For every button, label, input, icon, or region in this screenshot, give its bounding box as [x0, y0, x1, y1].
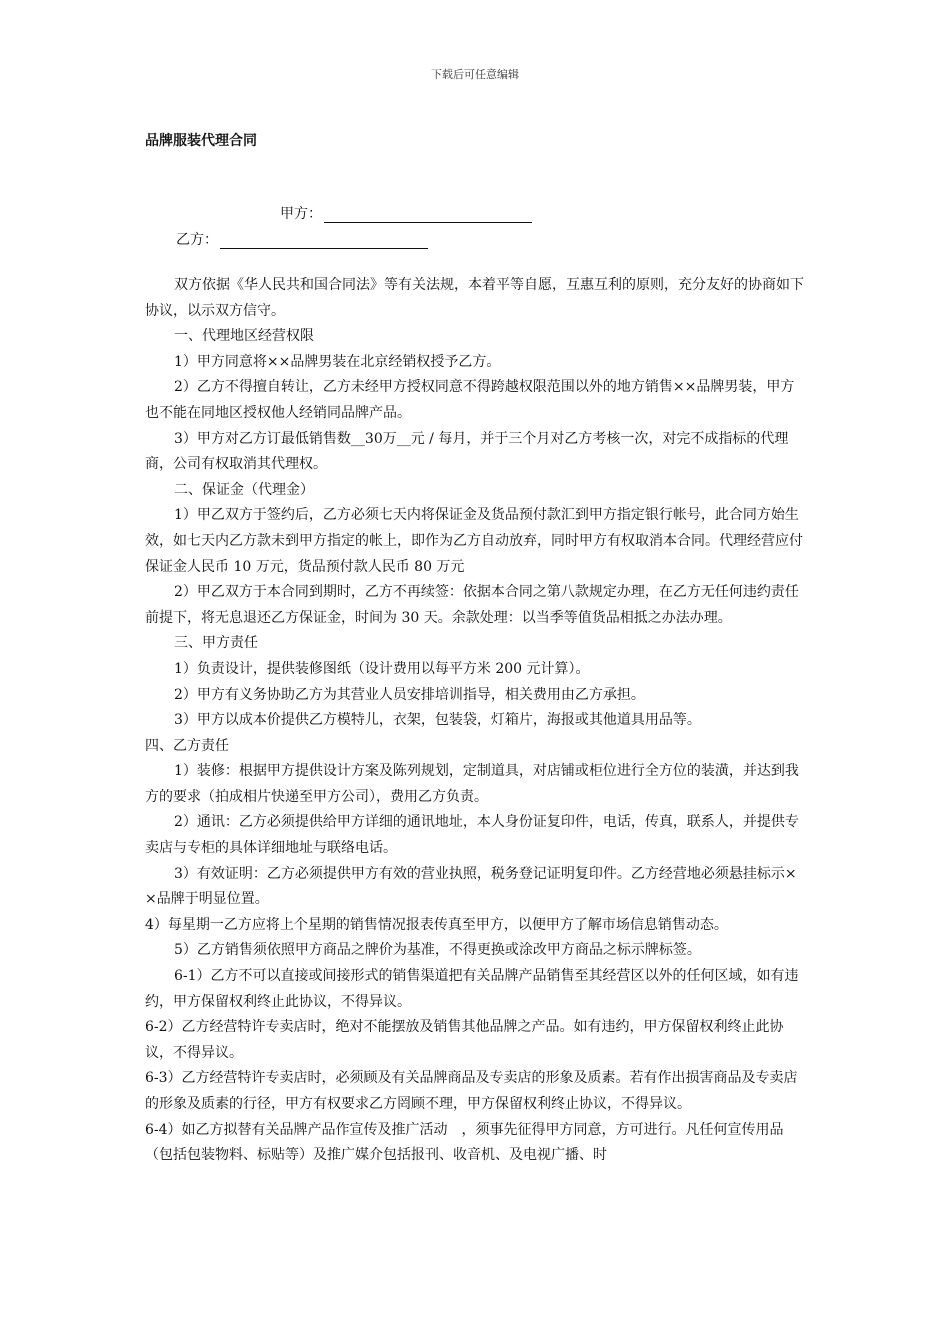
document-title: 品牌服装代理合同: [145, 133, 257, 149]
section-heading-1: 一、代理地区经营权限: [174, 328, 314, 345]
header-note: 下载后可任意编辑: [431, 68, 519, 81]
clause-3-3: 3）甲方以成本价提供乙方模特儿，衣架，包装袋，灯箱片，海报或其他道具用品等。: [174, 712, 701, 729]
clause-2-1: 1）甲乙双方于签约后，乙方必须七天内将保证金及货品预付款汇到甲方指定银行帐号，此合同方始生效，如七天内乙方款未到甲方指定的帐上，即作为乙方自动放弃，同时甲方有权取消本合同。代理经营应付保证金人民币 10 万元，货品预付款人民币 80 万元: [145, 507, 803, 575]
clause-6-2: 6-2）乙方经营特许专卖店时，绝对不能摆放及销售其他品牌之产品。如有违约，甲方保留权利终止此协议，不得异议。: [145, 1019, 784, 1061]
clause-6-3: 6-3）乙方经营特许专卖店时，必须顾及有关品牌商品及专卖店的形象及质素。若有作出损害商品及专卖店的形象及质素的行径，甲方有权要求乙方罔顾不理，甲方保留权利终止协议，不得异议。: [145, 1070, 798, 1112]
clause-4-4: 4）每星期一乙方应将上个星期的销售情况报表传真至甲方，以便甲方了解市场信息销售动态。: [145, 916, 728, 933]
clause-1-1: 1）甲方同意将××品牌男装在北京经销权授予乙方。: [174, 353, 501, 370]
party-b-blank: [220, 234, 428, 249]
clause-3-2: 2）甲方有义务协助乙方为其营业人员安排培训指导，相关费用由乙方承担。: [174, 686, 645, 703]
section-heading-4: 四、乙方责任: [145, 737, 229, 754]
section-heading-3: 三、甲方责任: [174, 635, 258, 652]
clause-2-2: 2）甲乙双方于本合同到期时，乙方不再续签：依据本合同之第八款规定办理，在乙方无任何违约责任前提下，将无息退还乙方保证金，时间为 30 天。余款处理：以当季等值货品相抵之办法办理。: [145, 584, 799, 626]
party-b-label: 乙方：: [176, 232, 218, 248]
clause-4-2: 2）通讯：乙方必须提供给甲方详细的通讯地址，本人身份证复印件，电话，传真，联系人，并提供专卖店与专柜的具体详细地址与联络电话。: [145, 814, 799, 857]
party-a-label: 甲方：: [280, 206, 322, 222]
clause-4-5: 5）乙方销售须依照甲方商品之牌价为基准，不得更换或涂改甲方商品之标示牌标签。: [174, 942, 701, 959]
clause-4-1: 1）装修：根据甲方提供设计方案及陈列规划，定制道具，对店铺或柜位进行全方位的装潢，并达到我方的要求（拍成相片快递至甲方公司），费用乙方负责。: [145, 763, 799, 805]
section-heading-2: 二、保证金（代理金）: [174, 481, 314, 498]
party-a-line: [280, 203, 532, 223]
party-b-line: [176, 229, 428, 249]
clause-3-1: 1）负责设计，提供装修图纸（设计费用以每平方米 200 元计算）。: [174, 660, 590, 677]
party-a-blank: [324, 208, 532, 223]
paragraph-intro: 双方依据《华人民共和国合同法》等有关法规，本着平等自愿，互惠互利的原则，充分友好的协商如下协议，以示双方信守。: [145, 277, 804, 319]
clause-1-2: 2）乙方不得擅自转让，乙方未经甲方授权同意不得跨越权限范围以外的地方销售××品牌男装，甲方也不能在同地区授权他人经销同品牌产品。: [145, 379, 795, 421]
clause-6-1: 6-1）乙方不可以直接或间接形式的销售渠道把有关品牌产品销售至其经营区以外的任何区域，如有违约，甲方保留权利终止此协议，不得异议。: [145, 968, 799, 1010]
clause-1-3: 3）甲方对乙方订最低销售数__30万__元 / 每月，并于三个月对乙方考核一次，对完不成指标的代理商，公司有权取消其代理权。: [145, 430, 789, 473]
clause-4-3: 3）有效证明：乙方必须提供甲方有效的营业执照，税务登记证明复印件。乙方经营地必须悬挂标示××品牌于明显位置。: [145, 865, 797, 908]
clause-6-4: 6-4）如乙方拟替有关品牌产品作宣传及推广活动 ，须事先征得甲方同意，方可进行。凡任何宣传用品（包括包装物料、标贴等）及推广媒介包括报刊、收音机、及电视广播、时: [145, 1121, 784, 1164]
contract-body: [145, 273, 805, 1169]
